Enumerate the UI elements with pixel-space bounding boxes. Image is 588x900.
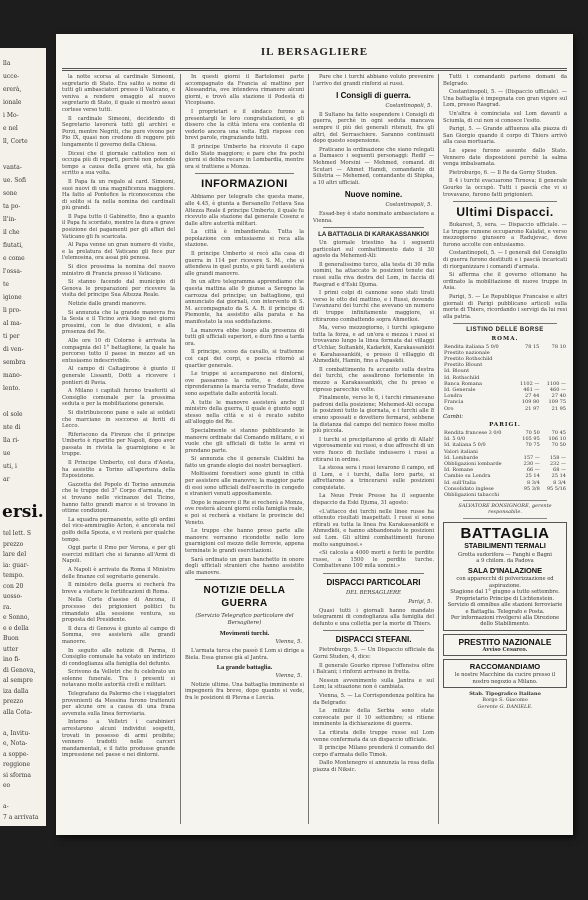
borsa-value: 27 40 bbox=[551, 393, 566, 400]
adjacent-page-heading: ersi. bbox=[2, 502, 44, 522]
consigli-heading: I Consigli di guerra. bbox=[336, 91, 411, 101]
article-paragraph: Telegrafano da Palermo che i viaggiatori provenienti da Messina furono trattenuti per alcune ore a causa di una frana avvenuta sulla linea ferroviaria. bbox=[62, 691, 175, 717]
borsa-value: 230 — bbox=[523, 461, 540, 468]
borsa-value: 232 — bbox=[549, 461, 566, 468]
borsa-security: Prestito nazionale bbox=[444, 349, 490, 356]
adjacent-text-fragment: ucce- bbox=[3, 73, 20, 80]
adjacent-text-fragment: ue. Sofi bbox=[3, 177, 26, 184]
adjacent-text-fragment: reggione bbox=[3, 761, 31, 768]
article-paragraph: Si stanno facendo dal municipio di Genova le preparazioni per ricevere la visita del principe Sua Altezza Reale. bbox=[62, 279, 175, 299]
borsa-value: 21 97 bbox=[525, 405, 540, 412]
prestito-advertisement bbox=[443, 634, 567, 656]
guerra-subheading: (Servizio Telegrafico particolare del Bersagliere) bbox=[195, 613, 294, 627]
section-rule bbox=[195, 579, 294, 580]
borsa-security: Id. italiana 5 0/0 bbox=[444, 442, 486, 449]
borsa-roma-table bbox=[443, 344, 567, 412]
article-paragraph: Tutti i comandanti parteno domani da Belgrado. bbox=[443, 74, 567, 87]
adjacent-text-fragment: l'ossa- bbox=[3, 268, 22, 275]
borsa-row bbox=[443, 492, 567, 498]
article-paragraph: Costantinopoli, 5. — (Dispaccio ufficiale). — Una battaglia è impegnata con gran vigore sul Lom, presso Rasgrad. bbox=[443, 89, 567, 109]
borsa-value: 25 14 bbox=[525, 473, 540, 480]
ad-prestito-sub: Avviso Cesareo. bbox=[482, 646, 528, 653]
neue-presse-intro: La Neue Freie Presse ha il seguente dispaccio da Eski Djuma, 31 agosto: bbox=[313, 493, 434, 507]
masthead-rule bbox=[62, 68, 567, 69]
borsa-security: Valori italiani bbox=[444, 448, 478, 455]
movimenti-dateline: Vienna, 5. bbox=[275, 639, 302, 646]
borsa-value: 1102 — bbox=[520, 380, 540, 387]
adjacent-text-fragment: Buon bbox=[3, 635, 19, 642]
adjacent-text-fragment: sone bbox=[3, 190, 18, 197]
borsa-security: Obbligazioni lombarde bbox=[444, 461, 502, 468]
adjacent-page-fragment bbox=[0, 48, 46, 826]
article-paragraph: Il 4 i turchi evacuarono Tirnova; il generale Gourko la occupò. Tutti i pascià che vi si trovavano, furono fatti prigionieri. bbox=[443, 178, 567, 198]
article-paragraph: Pietroburgo, 5. — Un Dispaccio ufficiale da Gorni Studen, 4, dice: bbox=[313, 647, 434, 660]
borsa-security: Id. Rothschild bbox=[444, 374, 480, 381]
borsa-security: Rendita italiana 5 0/0 bbox=[444, 343, 499, 350]
article-paragraph: I proprietari e il sindaco furono a presentargli le loro congratulazioni, e gli dissero che la città intera era contenta di vederlo ancora una volta. Egli rispose con brevi parole, ringraziando tutti. bbox=[185, 108, 304, 142]
adjacent-text-fragment: a- bbox=[3, 803, 9, 810]
ad-text-line: con apparecchi di polverizzazione ed aspirazione. bbox=[456, 576, 554, 589]
movimenti-heading: Movimenti turchi. bbox=[219, 630, 270, 638]
article-paragraph: Il principe, sceso da cavallo, si trattenne coi capi dei corpi, e poscia ritornò al quartier generale. bbox=[185, 349, 304, 369]
borsa-value: 78 10 bbox=[551, 343, 566, 350]
section-rule bbox=[323, 573, 424, 574]
adjacent-text-fragment: al sempre bbox=[3, 677, 33, 684]
article-paragraph: Il Principe Umberto, col duca d'Aosta, ha assistito a Torino all'apertura della Esposizione. bbox=[62, 460, 175, 480]
adjacent-text-fragment: si sforma bbox=[3, 771, 31, 779]
adjacent-text-fragment: utter bbox=[3, 645, 19, 653]
borsa-security: Londra bbox=[444, 393, 463, 400]
article-paragraph: A Napoli è arrivato da Roma il Ministro delle finanze col segretario generale. bbox=[62, 566, 175, 580]
adjacent-text-fragment: e e della bbox=[3, 624, 29, 632]
borsa-security: Rendita francese 3 0/0 bbox=[444, 430, 502, 437]
article-paragraph: Il duca di Genova è giunto al campo di Somma, ove assisterà alle grandi manovre. bbox=[62, 625, 175, 645]
article-paragraph: Nessun avvenimento sulla Jantra e sul Lom; la situazione non è cambiata. bbox=[313, 677, 434, 691]
consigli-dateline: Costantinopoli, 5. bbox=[385, 103, 432, 110]
article-paragraph: Costantinopoli, 5. — I generali del Consiglio di guerra furono destituiti e i pascià incaricati di riorganizzare i comandi d'armata. bbox=[443, 250, 567, 270]
nomine-text: Essad-bey è stato nominato ambasciatore a Vienna. bbox=[313, 210, 434, 224]
adjacent-text-fragment: ionale bbox=[3, 99, 22, 106]
article-paragraph: Finalmente, verso le 6, i turchi rimanevano padroni della posizione; Mehemed-Ali occupa le posizioni tutto la giornata, e i turchi alle 8 erano spossati e dovettero fermarsi, sebbene la distanza dal campo del nemico fosse molto più piccola. bbox=[313, 395, 434, 435]
column-3 bbox=[313, 74, 434, 826]
adjacent-text-fragment: i Mo- bbox=[3, 112, 19, 119]
borsa-security: Consolidato inglese bbox=[444, 485, 494, 492]
adjacent-text-fragment: ar bbox=[3, 476, 10, 483]
borsa-value: 25 14 bbox=[551, 473, 566, 480]
gerente-line: SALVATORE BONSIGNORE, gerente responsabile. bbox=[458, 503, 552, 516]
article-paragraph: Ma, verso mezzogiorno, i turchi spiegano tutta la forza, e ad un'ora e mezza i russi si trovavano lungo la linea formata dai villaggi d'Uchlar, Sultanköi, Kadarköi, Karakassankiöi e Karahassankiöi, e presso il villaggio di Ahmedköi, Hamin, fino a Papasköi. bbox=[313, 325, 434, 365]
article-paragraph: Si distribuiscono pane e sale ai soldati che marciano in soccorso ai feriti di Lecco. bbox=[62, 409, 175, 430]
borsa-security: Oro bbox=[444, 405, 454, 412]
ad-text-line: Per informazioni rivolgersi alla Direzione dello Stabilimento. bbox=[450, 614, 560, 628]
article-paragraph: A Milano i capitali furono trasferiti al Consiglio comunale per la prossima seduta e per la mobilitazione generale. bbox=[62, 388, 175, 408]
borsa-value: 105 95 bbox=[522, 436, 540, 443]
borsa-value: 70 75 bbox=[525, 442, 540, 449]
neue-presse-text-2: «Si calcola a 4000 morti e feriti le perdite russe, a 1500 le perdite turche. Combattevano 100 mila uomini.» bbox=[313, 550, 434, 570]
adjacent-text-fragment: mano- bbox=[3, 372, 22, 379]
ad-grotta-line: Grotta sudorifera — Fanghi e Bagni bbox=[458, 551, 552, 558]
article-paragraph: Il principe Umberto si recò alla casa di guerra in 114 per ricevere S. M., che si attendeva in quel punto, e più tardi assisterà alle grandi manovre. bbox=[185, 251, 304, 277]
masthead-title: IL BERSAGLIERE bbox=[260, 46, 369, 58]
ad-raccomandiamo-title: RACCOMANDIAMO bbox=[469, 662, 541, 672]
adjacent-text-fragment: il che bbox=[3, 229, 20, 236]
adjacent-text-fragment: alla Cota- bbox=[3, 708, 33, 716]
battaglia-heading: La grande battaglia. bbox=[216, 664, 273, 672]
karakassankioi-heading: LA BATTAGLIA DI KARAKASSANKIOI bbox=[318, 231, 429, 239]
masthead bbox=[56, 34, 573, 70]
ad-raccomandiamo-text: le nostre Macchine da cucire presso il nostro negozio a Milano. bbox=[454, 672, 556, 685]
adjacent-text-fragment: 7 a arrivata bbox=[3, 813, 39, 821]
neue-presse-text: «L'attacco dei turchi nelle linee russe ha ottenuto risultati inaspettati. I russi si sono ritirati su tutta la linea fra Karakassankiöi e Ahmedköi, e hanno abbandonato le posizioni sul Lom. Gli ultimi combattimenti furono molto sanguinosi.» bbox=[313, 508, 434, 548]
section-rule bbox=[195, 173, 294, 174]
adjacent-text-fragment: sembra bbox=[3, 359, 26, 366]
raccomandiamo-advertisement bbox=[443, 659, 567, 688]
tipografia-address: Borgo S. Giacomo bbox=[482, 697, 528, 704]
borsa-security: Cambio su Londra bbox=[444, 473, 491, 480]
borsa-value bbox=[517, 492, 541, 498]
borsa-value: 460 — bbox=[549, 387, 566, 394]
article-paragraph: Le truppe che hanno preso parte alle manovre verranno ricondotte nelle loro guarnigioni col mezzo delle ferrovie, appena terminate le grandi esercitazioni. bbox=[185, 528, 304, 554]
borsa-value: 106 10 bbox=[548, 436, 566, 443]
article-paragraph: Scrivono da Velletri che fu celebrato un solenne funerale. Tra i presenti si notavano molte autorità civili e militari. bbox=[62, 669, 175, 689]
article-paragraph: Il generalissimo turco, alla testa di 30 mila uomini, ha attaccato le posizioni tenute dai russi sulla riva destra del Lom, in faccia di Rasgrad e d'Eski Djuma. bbox=[313, 261, 434, 288]
adjacent-text-fragment: ia: guar- bbox=[3, 561, 29, 569]
borsa-value: 95 3/8 bbox=[523, 485, 540, 492]
ultimi-dispacci-heading: Ultimi Dispacci. bbox=[456, 205, 554, 220]
borsa-heading: LISTINO DELLE BORSE bbox=[466, 327, 544, 334]
adjacent-text-fragment: lla ri- bbox=[3, 437, 20, 444]
borsa-security: Prestito Blount bbox=[444, 362, 483, 369]
article-paragraph: Intorno a Velletri i carabinieri arrestarono alcuni individui sospetti, trovati in possesso di armi proibite; vennero tradotti nelle carceri mandamentali, e il fatto produsse grande impressione nel paese e nei dintorni. bbox=[62, 719, 175, 759]
article-paragraph: Dallo Montenegro si annunzia la resa della piazza di Niksic. bbox=[313, 760, 434, 773]
ad-prestito-title: PRESTITO NAZIONALE bbox=[458, 636, 552, 647]
article-paragraph: Bukarest, 5, sera. — Dispaccio ufficiale. — Le truppe rumene occuparono Kalafat, e verso mezzogiorno giunsero a Radujevac, dove furono accolte con entusiasmo. bbox=[443, 222, 567, 248]
article-paragraph: Dicesi che il giornale cattolico non si occupa più di reparti, perchè non potendo tempo a causa della grave età, ha già scritto a sua volta. bbox=[62, 150, 175, 177]
adjacent-text-fragment: con 20 bbox=[3, 582, 24, 590]
borsa-security: Id. Lombarde bbox=[444, 454, 479, 461]
section-rule bbox=[453, 201, 557, 202]
section-rule bbox=[453, 323, 557, 324]
borsa-security: Obbligazioni tabacchi bbox=[444, 492, 500, 499]
section-rule bbox=[463, 518, 547, 519]
dispacci-stefani-heading: DISPACCI STEFANI. bbox=[335, 635, 412, 645]
article-paragraph: Vienna, 5. — La Corrispondenza politica ha da Belgrado: bbox=[313, 692, 434, 706]
article-paragraph: Il cardinale Simeoni, decidendo di Segretario lavorerà tutti gli archivi e Porzi, mentre Negriti, che pure vivono per Pio IX, quasi non credono di reggere più lungamente il governo della Chiesa. bbox=[62, 115, 175, 148]
adjacent-text-fragment: lare del bbox=[3, 551, 27, 558]
article-paragraph: Si annunzia che il generale Cialdini ha fatto un grande elogio dei nostri bersaglieri. bbox=[185, 456, 304, 469]
dispacci-particolari-text: Quasi tutti i giornali hanno mandato telegrammi di condoglianza alla famiglia del defunto e una colletta per la morte di Thiers. bbox=[313, 607, 434, 627]
section-rule bbox=[463, 500, 547, 501]
article-paragraph: Un giornale triestino ha i seguenti particolari sul combattimento dato il 30 agosto da Mehemed-Ali: bbox=[313, 240, 434, 260]
adjacent-text-fragment: ll, Corte bbox=[3, 138, 28, 145]
article-paragraph: Il Sultano ha fatto sospendere i Consigli di guerra, perchè in ogni seduta mancava sempre il più dei generali ritenuti, fra gli altri, del Serraschiere. Saranno continuati dopo questo sospensione. bbox=[313, 111, 434, 145]
adjacent-text-fragment: e come bbox=[3, 255, 25, 262]
dispacci-particolari-heading: DISPACCI PARTICOLARI bbox=[326, 578, 421, 587]
nomine-heading: Nuove nomine. bbox=[344, 190, 403, 200]
article-paragraph: Parigi, 5. — Le Republique Francaise e altri giornali di Parigi pubblicano articoli sulla morte di Thiers, ricordando i servigi da lui resi alla patria. bbox=[443, 294, 567, 320]
article-paragraph: La stessa sera i russi levarono il campo, ed il Lom, e i turchi, dalla loro parte, si affrettarono a trincerarsi sulle posizioni conquistate. bbox=[313, 465, 434, 491]
adjacent-text-fragment: vanta- bbox=[3, 164, 22, 171]
adjacent-text-fragment: fiutati, bbox=[3, 242, 24, 249]
adjacent-text-fragment: e nel bbox=[3, 125, 18, 132]
article-paragraph: Riferiscono da Firenze che il principe Umberto è ripartito per Napoli, dopo aver passata in rivista la guarnigione e le truppe. bbox=[62, 431, 175, 458]
battaglia-advertisement bbox=[443, 522, 567, 631]
intro-text: Pare che i turchi abbiano voluto prevenire l'arrivo dei grandi rinforzi ai russi. bbox=[313, 74, 434, 87]
adjacent-text-fragment: prezzo bbox=[3, 698, 24, 705]
article-paragraph: In seguito alle notizie di Parma, il Consiglio comunale ha votato un indirizzo di condoglianza alla famiglia del defunto. bbox=[62, 647, 175, 667]
battaglia-dateline: Vienna, 5. bbox=[275, 673, 302, 680]
article-paragraph: Il principe Umberto ha ricevuto il capo dello Stato maggiore; e pare che fra pochi giorni si debba recare in Lombardia, mentre ora si trattiene a Monza. bbox=[185, 143, 304, 170]
column-divider bbox=[308, 74, 309, 824]
borsa-value: 461 — bbox=[523, 387, 540, 394]
article-paragraph: Gazzetta del Popolo di Torino annunzia che le truppe del 3° Corpo d'armata, che si trovano nelle vicinanze del Ticino, hanno fatto grandi marce e si trovano in ottime condizioni. bbox=[62, 481, 175, 515]
article-paragraph: La manovra ebbe luogo alla presenza di tutti gli ufficiali superiori, e durò fino a tarda ora. bbox=[185, 327, 304, 347]
article-paragraph: Oggi parte il P.mo per Verona, e per gli esercizi militari che si faranno all'Armi di Napoli. bbox=[62, 545, 175, 565]
adjacent-text-fragment: tempo. bbox=[3, 572, 24, 579]
adjacent-text-fragment: ta po- bbox=[3, 203, 21, 210]
ad-stabilimenti-title: STABILIMENTI TERMALI bbox=[464, 542, 546, 550]
borsa-value: 109 75 bbox=[548, 399, 566, 406]
nomine-dateline: Costantinopoli, 5. bbox=[385, 202, 432, 209]
article-paragraph: Alle ore 10 di Colorno è arrivata la compagnia del 1° battaglione, la quale ha percorso tutto il paese in mezzo ad un entusiasmo indescrivibile. bbox=[62, 337, 175, 364]
article-paragraph: Il ministro della guerra si recherà fra breve a visitare le fortificazioni di Roma. bbox=[62, 582, 175, 595]
adjacent-text-fragment: a, Invitu- bbox=[3, 729, 31, 737]
ad-text-line: Stagione dal 1° giugno a tutto settembre. Proprietario Principe di Lichtenstein. bbox=[450, 589, 560, 602]
article-paragraph: Si dice prossima la nomina del nuovo ministro di Francia presso il Vaticano. bbox=[62, 264, 175, 277]
tipografia-line: Stab. Tipografico Italiano bbox=[469, 690, 541, 697]
adjacent-text-fragment: nte di bbox=[3, 424, 21, 431]
cambi-label: Cambi: bbox=[443, 413, 464, 420]
borsa-value: 78 15 bbox=[525, 343, 540, 350]
borsa-value: 95 5/16 bbox=[546, 485, 566, 492]
borsa-value: 68 — bbox=[553, 467, 566, 474]
article-paragraph: Abbiamo per telegrafo che questa mane, alle 4.45, è giunta a Bersanello l'ottava Sua Altezza Reale il principe Umberto, il quale fu ricevuto alla stazione dal generale Cosenz e dalle altre autorità militari. bbox=[185, 194, 304, 227]
article-paragraph: Specialmente si stanno pubblicando le manovre ordinate dal Comando militare, e si vuole che gli ufficiali di tutte le armi vi prendano parte. bbox=[185, 427, 304, 454]
article-paragraph: I primi colpi di cannone sono stati tirati verso le otto del mattino, e i Russi, dovendo l'avanzarsi dei turchi che avevano un numero di truppe infinitamente maggiore, si ritirarono combattendo sopra Ahmetkoi. bbox=[313, 290, 434, 323]
borsa-value: 70 50 bbox=[551, 442, 566, 449]
borsa-security: Francia bbox=[444, 399, 464, 406]
borsa-value: 8 3/4 bbox=[553, 479, 566, 486]
adjacent-text-fragment: ti per bbox=[3, 333, 20, 340]
article-paragraph: Dopo le manovre il Re si recherà a Monza, ove resterà alcuni giorni colla famiglia reale, e poi si recherà a visitare le provincie del Veneto. bbox=[185, 499, 304, 526]
informazioni-heading: INFORMAZIONI bbox=[201, 178, 288, 191]
borsa-value: 66 — bbox=[526, 467, 540, 474]
borsa-row bbox=[443, 406, 567, 412]
article-paragraph: Il combattimento fu accanito sulla destra dei turchi, che assalirono fortemente in mezzo a Karakassankiöi, che fu preso e ripreso parecchie volte. bbox=[313, 366, 434, 393]
article-paragraph: Nella Corte d'assise di Ancona, il processo dei prigionieri politici fu rimandato alla sessione ventura, su proposta del Presidente. bbox=[62, 597, 175, 624]
column-divider bbox=[438, 74, 439, 824]
article-paragraph: I turchi si precipitarono al grido di Allah! vigorosamente sui russi, e due affreschi di un vero fuoco di fucilate indussero i russi a ritirarsi in ordine. bbox=[313, 436, 434, 463]
adjacent-text-fragment: prezzo bbox=[3, 540, 24, 548]
borsa-value: 157 — bbox=[523, 454, 540, 461]
article-paragraph: Un'altra è cominciata sul Lom davanti a Sciumla, di cui non si conosce l'esito. bbox=[443, 110, 567, 124]
article-paragraph: Le spese furono assunte dallo Stato. Vennero date disposizioni perchè la salma venga imbalsamata. bbox=[443, 147, 567, 168]
section-rule bbox=[323, 227, 424, 228]
article-paragraph: Si annunzia che la grande manovra fra la Sesia e il Ticino avrà luogo nei giorni prossimi, con le due divisioni, e alla presenza del Re. bbox=[62, 309, 175, 336]
borsa-value: 21 95 bbox=[551, 405, 566, 412]
adjacent-text-fragment: eo bbox=[3, 782, 11, 789]
adjacent-text-fragment: ll'in- bbox=[3, 216, 17, 223]
article-paragraph: La città è imbandierata. Tutta la popolazione con entusiasmo si reca alla stazione. bbox=[185, 229, 304, 249]
borsa-value: 1100 — bbox=[546, 380, 566, 387]
article-paragraph: A tutte le manovre assisterà anche il ministro della guerra, il quale è giunto oggi stesso nella città e si è recato subito all'alloggio del Re. bbox=[185, 399, 304, 426]
borsa-parigi-table bbox=[443, 430, 567, 498]
article-paragraph: In questi giorni il Bartolomei parte accompagnato da Francia al mattino per Alessandria, ove intendeva rimanere alcuni giorni, e trovò alla stazione il Podestà di Vicopisano. bbox=[185, 74, 304, 107]
borsa-value bbox=[541, 492, 567, 498]
borsa-parigi-city: PARIGI. bbox=[489, 422, 521, 429]
article-paragraph: In un altro telegramma apprendiamo che questa mattina alle 9 giunse a Seregno la carrozza del principe; un battaglione, qui annunciato dai giornali, con intervento di S. M. accompagnato da S. A. R. il principe di Piemonte, ha assistito alla parata e ha manifestato la sua soddisfazione. bbox=[185, 279, 304, 325]
ad-text-line: Servizio di omnibus alle stazioni ferroviarie e Battaglia. Telegrafo e Posta. bbox=[447, 602, 563, 615]
ad-sala-title: SALA D'INALAZIONE bbox=[467, 566, 543, 576]
borsa-roma-city: ROMA. bbox=[491, 336, 519, 342]
article-paragraph: La ritirata delle truppe russe sul Lom venne confermata da un dispaccio ufficiale. bbox=[313, 729, 434, 743]
article-paragraph: Sarà ordinato un gran banchetto in onore degli ufficiali stranieri che hanno assistito alle manovre. bbox=[185, 556, 304, 576]
adjacent-text-fragment: ra. bbox=[3, 603, 12, 611]
newspaper-page bbox=[56, 34, 573, 835]
borsa-value: 158 — bbox=[549, 454, 566, 461]
battaglia-text: Notizie ultime. Una battaglia imminente si impegnerà fra breve, dopo quanto si vede, fra le posizioni di Plevna e Lovcia. bbox=[185, 681, 304, 701]
borsa-value: 27 44 bbox=[525, 393, 540, 400]
adjacent-text-fragment: te bbox=[3, 281, 9, 288]
article-paragraph: Le truppe si accamparono nei dintorni, ove passarono la notte, e domattina riprenderanno la marcia verso Tradate, dove sono aspettate dalle autorità locali. bbox=[185, 371, 304, 397]
article-paragraph: Si afferma che il governo ottomano ha ordinato la mobilitazione di nuove truppe in Asia. bbox=[443, 272, 567, 292]
adjacent-text-fragment: di Genova, bbox=[3, 666, 36, 674]
borsa-security: Id. Blount bbox=[444, 368, 470, 375]
article-paragraph: Praticano la ordinazione che siano relegati a Damasco i seguenti personaggi: Redif — Mehmed Morsini — Mehmed, comand. di Scutari — Ahmet Hamdi, comandante di Silistria — Mehemed, comandante di Shipka, a 10 altri ufficiali. bbox=[313, 146, 434, 186]
borsa-value: 109 80 bbox=[521, 399, 540, 406]
borsa-security: Id. Generale bbox=[444, 387, 476, 394]
adjacent-text-fragment: li pro- bbox=[3, 307, 22, 314]
guerra-heading: NOTIZIE DELLA GUERRA bbox=[203, 585, 286, 610]
adjacent-text-fragment: lento. bbox=[3, 385, 21, 392]
article-paragraph: Il principe Milano prenderà il comando del corpo d'armata dello Timok. bbox=[313, 745, 434, 758]
article-paragraph: Parigi, 5. — Grande affluenza alla piazza di San Giorgio quando il corpo di Thiers arrivò alla casa mortuaria. bbox=[443, 126, 567, 146]
column-4 bbox=[443, 74, 567, 826]
adjacent-text-fragment: uti, i bbox=[3, 463, 17, 470]
gerente-footer: Gerente G. DANIELE. bbox=[477, 703, 533, 710]
adjacent-text-fragment: lla bbox=[3, 60, 11, 67]
adjacent-text-fragment: tel lett. S bbox=[3, 530, 32, 537]
article-paragraph: Il Papa tutto il Gabinetto, fino a quanto il Papa fu scordato, mentre la dura e grave posizione dei pagamenti per gli affari del Vaticano gli fu scaricata. bbox=[62, 213, 175, 240]
adjacent-text-fragment: igione bbox=[3, 294, 22, 301]
dispacci-particolari-sub: DEL BERSAGLIERE bbox=[345, 590, 402, 596]
article-paragraph: Al Papa venne un gran numero di visite, e la prelatura del Vaticano gli fece pur l'elemosina, ora assai più penosa. bbox=[62, 242, 175, 262]
borsa-value: 8 3/4 bbox=[526, 479, 540, 486]
column-1 bbox=[62, 74, 175, 826]
adjacent-text-fragment: iza dalla bbox=[3, 687, 29, 695]
borsa-security: Banca Romana bbox=[444, 380, 482, 387]
article-paragraph: Notizie dalle grandi manovre. bbox=[68, 301, 147, 307]
column-divider bbox=[180, 74, 181, 824]
borsa-security: Id. Romane bbox=[444, 467, 474, 474]
adjacent-text-fragment: al ma- bbox=[3, 320, 22, 327]
borsa-security: Prestito Rothschild bbox=[444, 356, 493, 362]
section-rule bbox=[323, 630, 424, 631]
borsa-security: Id. 5 0/0 bbox=[444, 436, 466, 443]
article-paragraph: Moltissimi forestieri sono giunti in città per assistere alle manovre; la maggior parte di essi sono ufficiali dell'esercito in congedo e stranieri venuti appositamente. bbox=[185, 471, 304, 498]
ad-padova-line: a 9 chilom. da Padova bbox=[476, 558, 534, 565]
article-paragraph: Al campo di Caltagirone è giunto il generale Lissanti, Dotti a ricevere i pontieri di Pavia. bbox=[62, 366, 175, 386]
dispacci-particolari-dateline: Parigi, 5. bbox=[408, 599, 432, 605]
borsa-value: 70 45 bbox=[551, 430, 566, 437]
adjacent-text-fragment: ino fi- bbox=[3, 656, 21, 663]
adjacent-text-fragment: e Sonno, bbox=[3, 614, 30, 621]
masthead-rule-2 bbox=[62, 70, 567, 71]
borsa-value: 70 50 bbox=[525, 430, 540, 437]
article-paragraph: Pietroburgo, 6. — Il Re da Gorny Studen. bbox=[449, 169, 558, 176]
adjacent-text-fragment: a soppe- bbox=[3, 750, 29, 758]
adjacent-text-fragment: e, Nota- bbox=[3, 740, 28, 747]
article-paragraph: La squadra permanente, sotto gli ordini del vice-ammiraglio Acton, è ancorata nel golfo della Spezia, e vi resterà per qualche tempo. bbox=[62, 516, 175, 543]
article-paragraph: Il Papa fa un regalo al card. Simeoni, suoi nuovi di una magnificenza maggiore. Ha fatto al Pontefice la riconoscenza che di solito si fa nella nomina dei cardinali più grandi. bbox=[62, 178, 175, 212]
adjacent-text-fragment: uosso- bbox=[3, 593, 23, 600]
adjacent-text-fragment: ue bbox=[3, 450, 11, 457]
article-paragraph: Il generale Gourko riprese l'offensiva oltre i Balcani; i rinforzi arrivano in fretta. bbox=[313, 662, 434, 676]
movimenti-text: L'armata turca che passò il Lom si dirige a Biela. Essa giunse già al Jantra. bbox=[185, 647, 304, 661]
ad-battaglia-title: BATTAGLIA bbox=[460, 524, 550, 542]
adjacent-text-fragment: ol sole bbox=[3, 411, 23, 418]
article-paragraph: la notte scorsa al cardinale Simeoni, segretario di Stato. Era salito a nome di tutti gli ambasciatori presso il Vaticano, e veniva a rendere omaggio al nuovo segretario di Stato, il quale si mostrò assai cortese verso tutti. bbox=[62, 74, 175, 113]
column-2 bbox=[185, 74, 304, 826]
borsa-security: Id. sull'Italia bbox=[444, 479, 476, 486]
adjacent-text-fragment: ererà, bbox=[3, 86, 22, 93]
article-paragraph: Le milizie della Serbia sono state convocate per il 10 settembre; si ritiene imminente la dichiarazione di guerra. bbox=[313, 708, 434, 728]
adjacent-text-fragment: di ven- bbox=[3, 346, 24, 353]
